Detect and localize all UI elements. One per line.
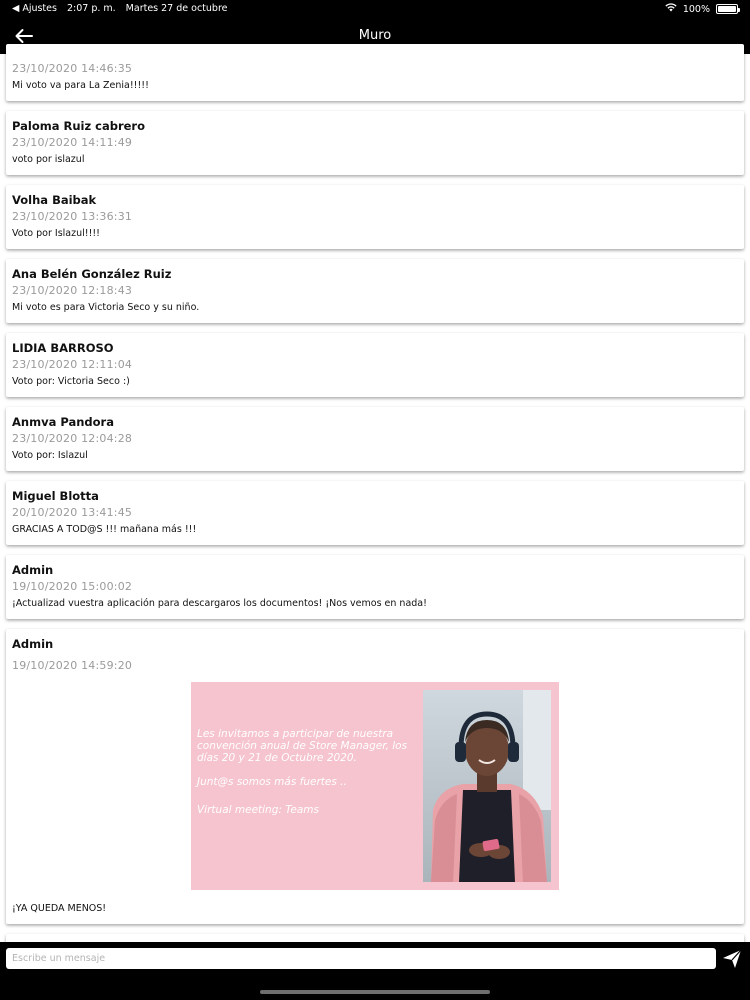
- post-message: Mi voto va para La Zenia!!!!!: [12, 80, 149, 91]
- post-author: Volha Baibak: [12, 193, 97, 207]
- post-card-with-image: [6, 629, 744, 924]
- message-input[interactable]: [6, 948, 716, 969]
- post-card: [6, 407, 744, 471]
- post-author: Anmva Pandora: [12, 415, 114, 429]
- post-date: 23/10/2020 14:46:35: [12, 62, 133, 75]
- post-message: Voto por: Islazul: [12, 450, 88, 461]
- event-invitation-line: Les invitamos a participar de nuestra convención anual de Store Manager, los días 20 y 21 de Octubre 2020.: [197, 728, 408, 764]
- battery-percent: 100%: [682, 3, 710, 15]
- post-date: 23/10/2020 14:11:49: [12, 136, 133, 149]
- home-indicator: [260, 990, 490, 994]
- event-invitation-line: Virtual meeting: Teams: [197, 804, 319, 816]
- send-icon: [722, 949, 742, 969]
- post-date: 23/10/2020 12:04:28: [12, 432, 133, 445]
- post-author: Miguel Blotta: [12, 489, 99, 503]
- post-card: [6, 481, 744, 545]
- event-invitation-text: [197, 728, 412, 828]
- post-message: ¡Actualizad vuestra aplicación para descargaros los documentos! ¡Nos vemos en nada!: [12, 598, 427, 609]
- battery-level: [718, 6, 736, 12]
- post-card: [6, 44, 744, 101]
- post-card: [6, 333, 744, 397]
- post-date: 19/10/2020 15:00:02: [12, 580, 133, 593]
- post-author: Admin: [12, 563, 54, 577]
- send-button[interactable]: [722, 949, 742, 969]
- post-message: Mi voto es para Victoria Seco y su niño.: [12, 302, 200, 313]
- post-card: [6, 555, 744, 619]
- post-message: ¡YA QUEDA MENOS!: [12, 903, 107, 914]
- post-date: 19/10/2020 14:59:20: [12, 659, 133, 672]
- post-message: GRACIAS A TOD@S !!! mañana más !!!: [12, 524, 197, 535]
- post-date: 20/10/2020 13:41:45: [12, 506, 133, 519]
- status-date: Martes 27 de octubre: [125, 3, 228, 14]
- battery-icon: [716, 4, 738, 14]
- wall-feed[interactable]: [0, 54, 750, 942]
- woman-with-headphones-photo: [423, 690, 551, 882]
- post-card: [6, 185, 744, 249]
- post-card: [6, 259, 744, 323]
- page-title: Muro: [358, 28, 392, 43]
- status-time: 2:07 p. m.: [66, 3, 116, 14]
- post-card: [6, 111, 744, 175]
- post-date: 23/10/2020 13:36:31: [12, 210, 133, 223]
- status-bar: [0, 0, 750, 18]
- post-message: Voto por Islazul!!!!: [12, 228, 100, 239]
- post-author: Admin: [12, 637, 54, 651]
- post-date: 23/10/2020 12:11:04: [12, 358, 133, 371]
- post-date: 23/10/2020 12:18:43: [12, 284, 133, 297]
- post-author: Paloma Ruiz cabrero: [12, 119, 146, 133]
- message-composer: [0, 942, 750, 1000]
- event-invitation-image[interactable]: [191, 682, 559, 890]
- wifi-icon: [665, 3, 677, 15]
- post-message: Voto por: Victoria Seco :): [12, 376, 130, 387]
- back-to-app-link[interactable]: ◀ Ajustes: [12, 3, 57, 14]
- post-author: LIDIA BARROSO: [12, 341, 114, 355]
- post-message: voto por islazul: [12, 154, 85, 165]
- event-invitation-line: Junt@s somos más fuertes ..: [197, 776, 347, 788]
- post-author: Ana Belén González Ruiz: [12, 267, 172, 281]
